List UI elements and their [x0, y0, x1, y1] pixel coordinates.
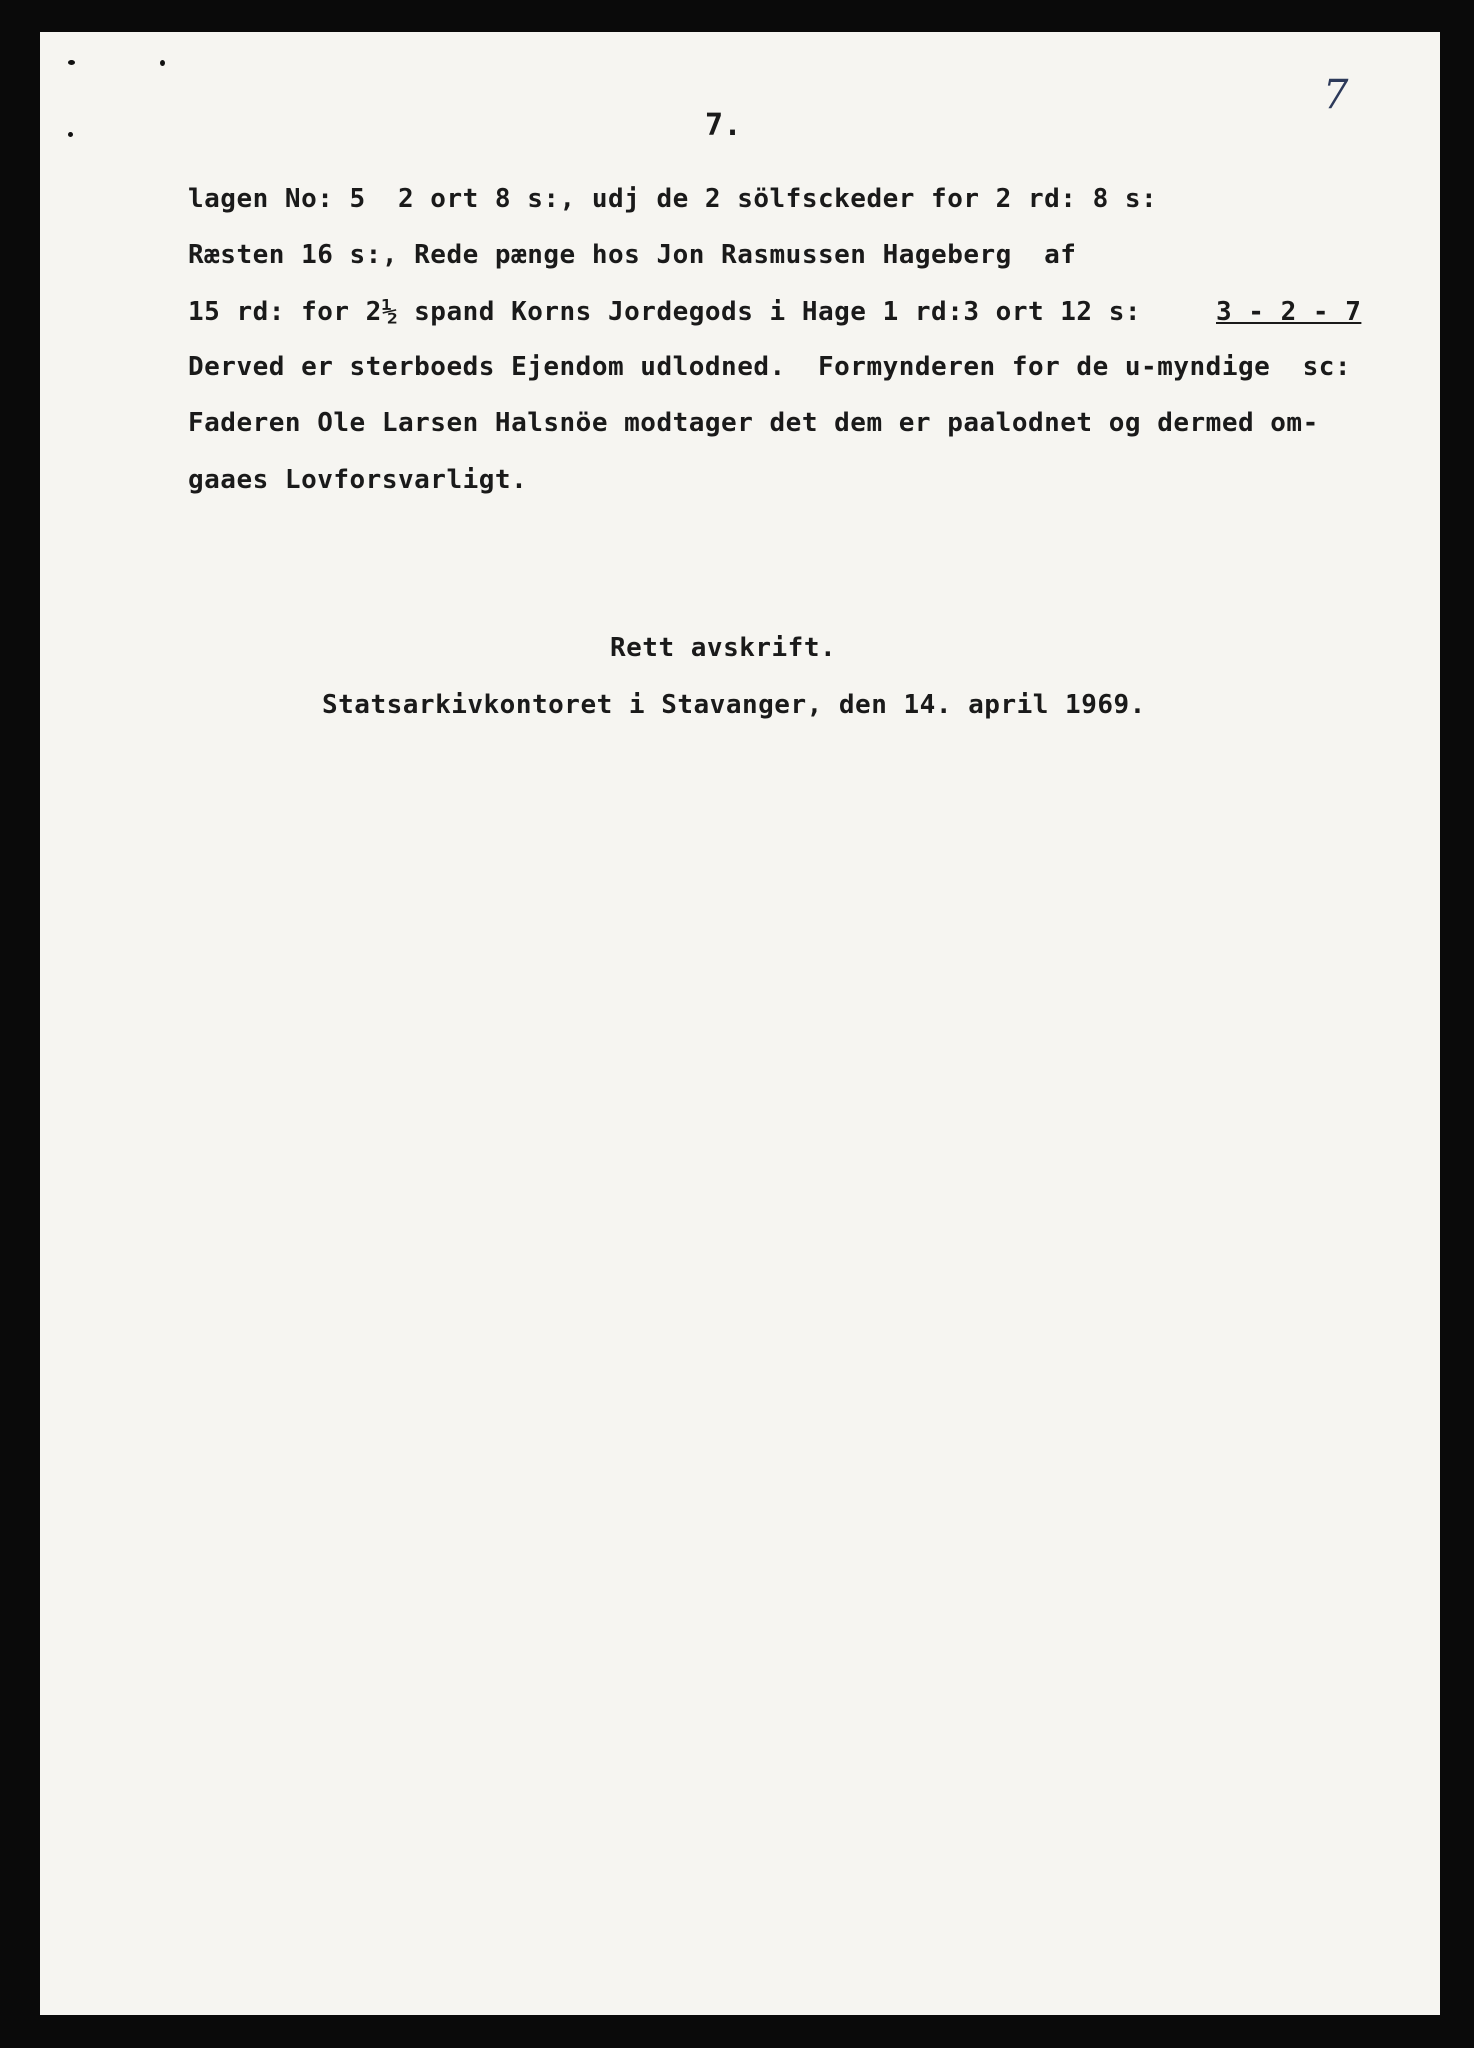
page-number: 7.	[705, 108, 743, 143]
ink-speck	[68, 60, 75, 65]
ink-speck	[68, 132, 73, 137]
body-line: 15 rd: for 2½ spand Korns Jordegods i Hage 1 rd:3 ort 12 s:	[188, 297, 1142, 327]
body-line: gaaes Lovforsvarligt.	[188, 465, 528, 495]
body-line: Derved er sterboeds Ejendom udlodned. Formynderen for de u-myndige sc:	[188, 352, 1352, 382]
document-page	[40, 32, 1440, 2015]
body-line: Ræsten 16 s:, Rede pænge hos Jon Rasmussen Hageberg af	[188, 240, 1077, 270]
body-line: Faderen Ole Larsen Halsnöe modtager det dem er paalodnet og dermed om-	[188, 408, 1319, 438]
amount-total: 3 - 2 - 7	[1216, 297, 1362, 327]
certification-title: Rett avskrift.	[610, 633, 837, 663]
body-line: lagen No: 5 2 ort 8 s:, udj de 2 sölfsckeder for 2 rd: 8 s:	[188, 184, 1158, 214]
ink-speck	[160, 60, 165, 66]
handwritten-page-number: 7	[1323, 72, 1349, 118]
certification-place-date: Statsarkivkontoret i Stavanger, den 14. april 1969.	[322, 690, 1146, 720]
